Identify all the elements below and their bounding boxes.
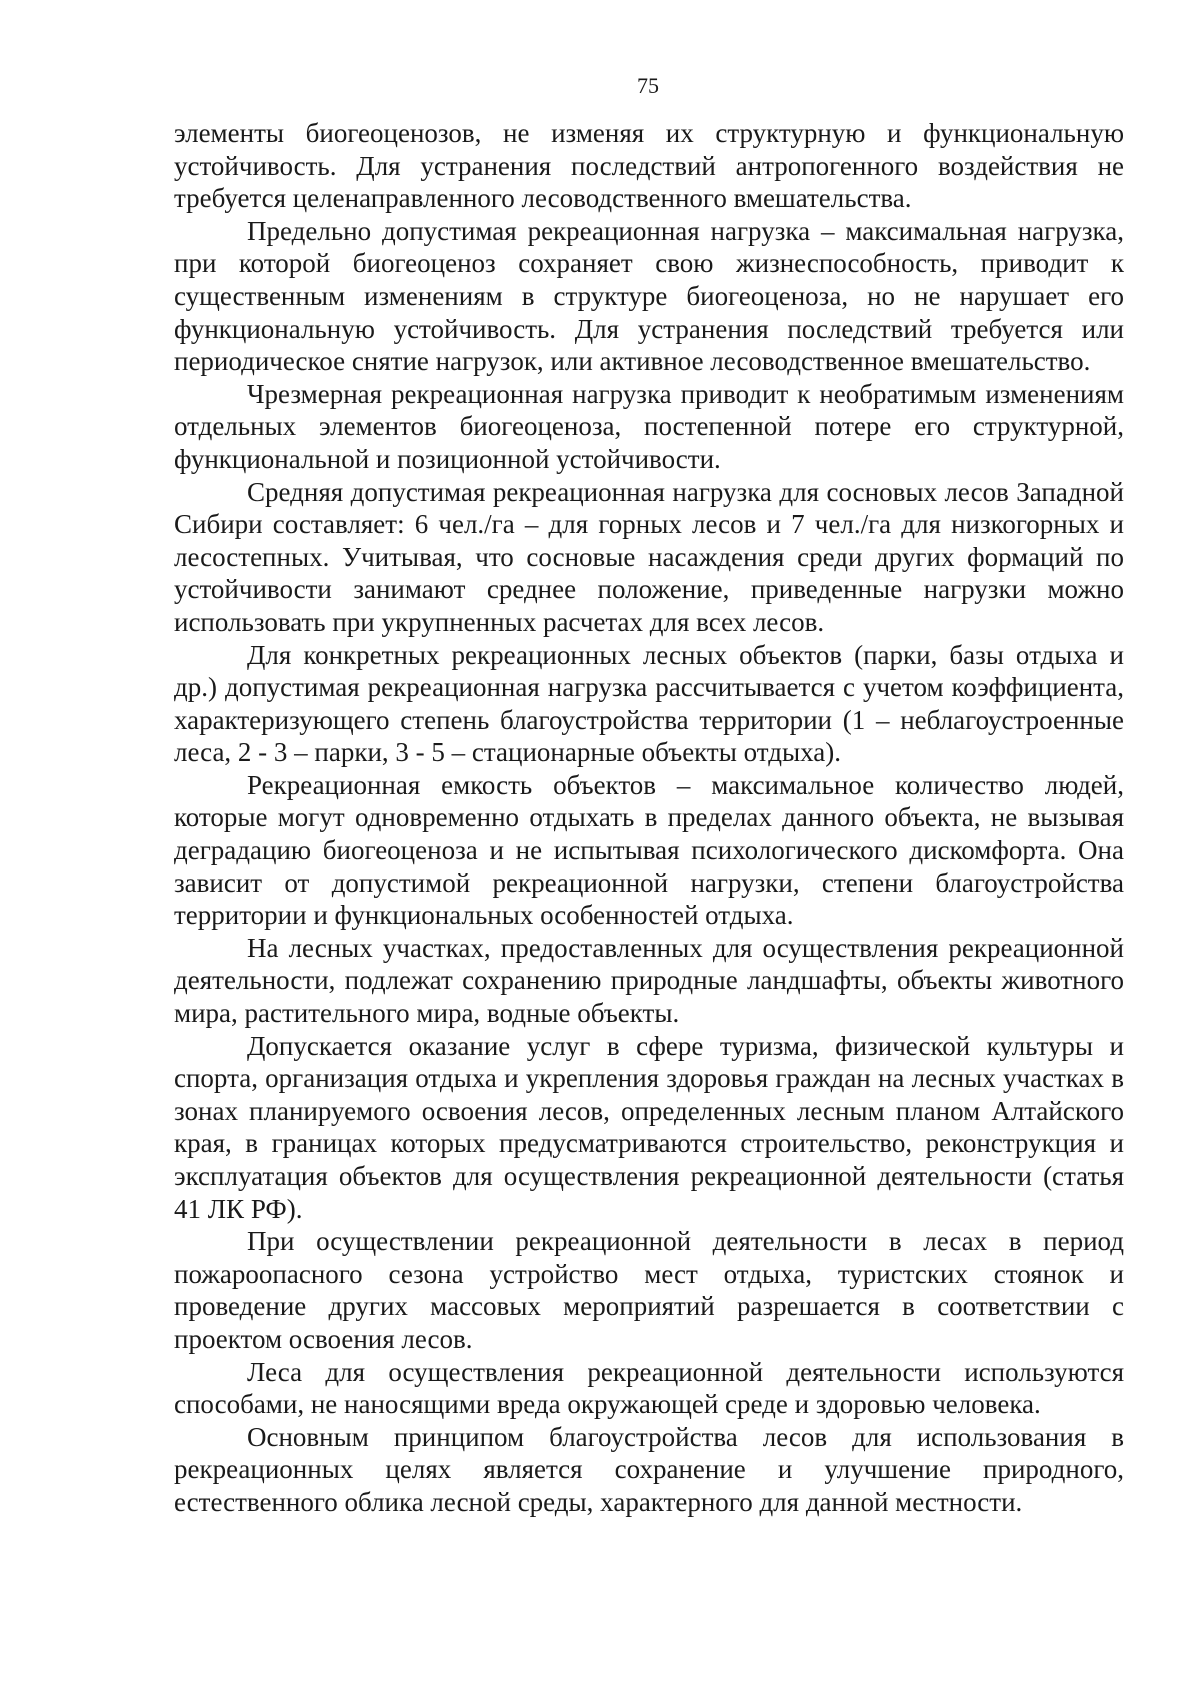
paragraph: Допускается оказание услуг в сфере туризма, физической культуры и спорта, организация отдыха и укрепления здоровья граждан на лесных участках в зонах планируемого освоения лесов, определенных лесным планом Алтайского края, в границах которых предусматриваются строительство, реконструкция и эксплуатация объектов для осуществления рекреационной деятельности (статья 41 ЛК РФ).: [174, 1030, 1124, 1224]
page-number: 75: [637, 73, 659, 98]
paragraph: На лесных участках, предоставленных для осуществления рекреационной деятельности, подлежат сохранению природные ландшафты, объекты животного мира, растительного мира, водные объекты.: [174, 932, 1124, 1029]
paragraph: Основным принципом благоустройства лесов для использования в рекреационных целях является сохранение и улучшение природного, естественного облика лесной среды, характерного для данной местности.: [174, 1421, 1124, 1517]
body-text: [174, 117, 1124, 1519]
paragraph: Для конкретных рекреационных лесных объектов (парки, базы отдыха и др.) допустимая рекреационная нагрузка рассчитывается с учетом коэффициента, характеризующего степень благоустройства территории (1 – неблагоустроенные леса, 2 - 3 – парки, 3 - 5 – стационарные объекты отдыха).: [174, 639, 1124, 768]
paragraph: При осуществлении рекреационной деятельности в лесах в период пожароопасного сезона устройство мест отдыха, туристских стоянок и проведение других массовых мероприятий разрешается в соответствии с проектом освоения лесов.: [174, 1226, 1124, 1354]
paragraph: Рекреационная емкость объектов – максимальное количество людей, которые могут одновременно отдыхать в пределах данного объекта, не вызывая деградацию биогеоценоза и не испытывая психологического дискомфорта. Она зависит от допустимой рекреационной нагрузки, степени благоустройства территории и функциональных особенностей отдыха.: [174, 769, 1124, 931]
paragraph: Предельно допустимая рекреационная нагрузка – максимальная нагрузка, при которой биогеоценоз сохраняет свою жизнеспособность, приводит к существенным изменениям в структуре биогеоценоза, но не нарушает его функциональную устойчивость. Для устранения последствий требуется или периодическое снятие нагрузок, или активное лесоводственное вмешательство.: [174, 215, 1124, 377]
paragraph-continuation: элементы биогеоценозов, не изменяя их структурную и функциональную устойчивость. Для устранения последствий антропогенного воздействия не требуется целенаправленного лесоводственного вмешательства.: [174, 118, 1124, 214]
paragraph: Чрезмерная рекреационная нагрузка приводит к необратимым изменениям отдельных элементов биогеоценоза, постепенной потере его структурной, функциональной и позиционной устойчивости.: [174, 378, 1124, 474]
paragraph: Леса для осуществления рекреационной деятельности используются способами, не наносящими вреда окружающей среде и здоровью человека.: [174, 1356, 1124, 1420]
paragraph: Средняя допустимая рекреационная нагрузка для сосновых лесов Западной Сибири составляет: 6 чел./га – для горных лесов и 7 чел./га для низкогорных и лесостепных. Учитывая, что сосновые насаждения среди других формаций по устойчивости занимают среднее положение, приведенные нагрузки можно использовать при укрупненных расчетах для всех лесов.: [174, 476, 1124, 637]
